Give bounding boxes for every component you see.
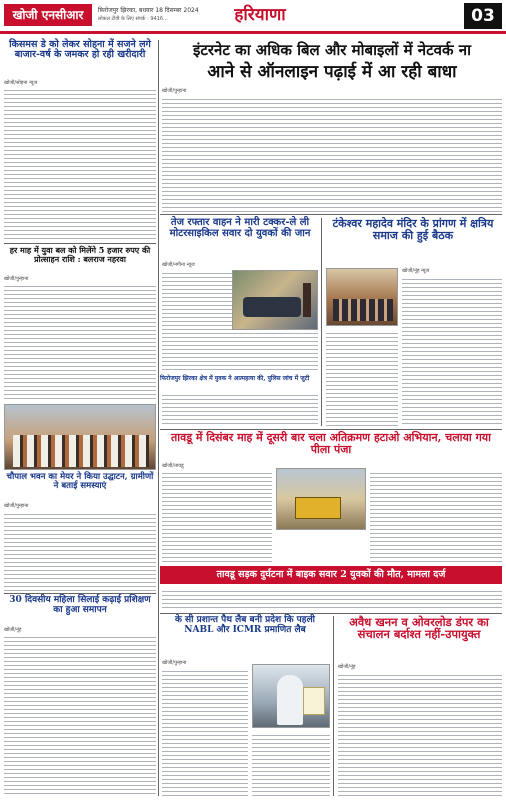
main-headline-line-2: आने से ऑनलाइन पढ़ाई में आ रही बाधा — [207, 62, 457, 82]
temple-byline: खोजी/नूंह न्यूज — [402, 268, 430, 274]
tavdu-body-right — [370, 470, 502, 562]
column-rule-left — [158, 40, 159, 796]
horizontal-rule-2 — [160, 429, 502, 430]
section-title: हरियाणा — [234, 5, 286, 25]
red-strip — [160, 566, 502, 584]
main-headline-line-1: इंटरनेट का अधिक बिल और मोबाइलों में नेटवर्क ना — [193, 41, 471, 59]
tavdu-photo — [276, 468, 366, 530]
horizontal-rule-left-2 — [4, 593, 156, 594]
yoga-body — [4, 283, 156, 401]
tavdu-byline: खोजी/तावडू — [162, 463, 184, 469]
yoga-headline: हर माह में युवा बल को मिलेंगे 5 हजार रुपए की प्रोत्साहन राशि : बलराज नहरवा — [9, 245, 151, 264]
shiksha-headline: फिरोजपुर झिरका क्षेत्र में युवक ने आत्महत्या की, पुलिस जांच में जुटी — [160, 375, 310, 382]
nabl-headline: के सी प्रशान्त पैथ लैब बनी प्रदेश कि पहली NABL और ICMR प्रमाणित लैब — [174, 615, 316, 635]
horizontal-rule-1 — [160, 214, 502, 215]
yoga-byline: खोजी/पुन्हाना — [4, 276, 29, 282]
chaupal-body — [4, 511, 156, 591]
column-rule-bottom — [333, 616, 334, 796]
page-number: 03 — [464, 3, 502, 29]
accident-headline: तेज रफ्तार वाहन ने मारी टक्कर-ले ली मोटरसाइकिल सवार दो युवकों की जान — [169, 217, 311, 239]
chaupal-photo — [4, 404, 156, 470]
camp-body — [4, 634, 156, 796]
shiksha-body — [162, 392, 318, 426]
date-line: फ़िरोजपुर झिरका, बधवार 18 दिसम्बर 2024 — [98, 7, 199, 14]
nabl-body — [162, 668, 248, 796]
mining-body — [338, 672, 502, 796]
camp-headline: 30 दिवसीय महिला सिलाई कढ़ाई प्रशिक्षण का हुआ समापन — [9, 595, 151, 615]
doctor-shape — [277, 675, 303, 725]
horizontal-rule-left-1 — [4, 243, 156, 244]
main-byline: खोजी/पुन्हाना — [162, 88, 187, 94]
vehicle-shape — [243, 297, 301, 317]
chaupal-headline: चौपाल भवन का मेयर ने किया उद्घाटन, ग्रामीणों ने बताई समस्याएं — [6, 472, 154, 492]
nabl-photo — [252, 664, 330, 728]
horizontal-rule-3 — [160, 613, 502, 614]
temple-body-lower — [326, 330, 398, 426]
group-people-shape — [13, 435, 149, 467]
bystander-shape — [303, 283, 311, 317]
tavdu-body — [162, 470, 272, 562]
left-top-body — [4, 87, 156, 242]
red-strip-headline: तावडू सड़क दुर्घटना में बाइक सवार 2 युवकों की मौत, मामला दर्ज — [216, 569, 446, 580]
accident-byline: खोजी/नगीना न्यूज — [162, 262, 195, 268]
temple-photo — [326, 268, 398, 326]
tavdu-headline: तावडू में दिसंबर माह में दूसरी बार चला अतिक्रमण हटाओ अभियान, चलाया गया पीला पंजा — [170, 431, 492, 456]
mining-headline: अवैध खनन व ओवरलोड डंपर का संचालन बर्दाश्त नहीं-उपायुक्त — [349, 615, 489, 642]
sub-line: लोकल टीवी के लिए संपर्क : 9416... — [98, 16, 168, 22]
brand-logo: खोजी एनसीआर — [4, 4, 92, 26]
certificate-shape — [303, 687, 325, 715]
mining-byline: खोजी/नूंह — [338, 664, 356, 670]
column-rule-center — [321, 218, 322, 426]
masthead — [0, 0, 506, 34]
accident-photo — [232, 270, 318, 330]
bulldozer-shape — [295, 497, 341, 519]
red-strip-body — [162, 588, 502, 610]
chaupal-byline: खोजी/पुन्हाना — [4, 503, 29, 509]
left-top-headline: किसमस डे को लेकर सोहना में सजने लगे बाजार-वर्ष के जमकर हो रही खरीदारी — [9, 39, 151, 61]
nabl-byline: खोजी/पुन्हाना — [162, 660, 187, 666]
camp-byline: खोजी/नूंह — [4, 627, 22, 633]
main-headline — [160, 40, 504, 84]
temple-crowd-shape — [333, 299, 393, 321]
main-body-text — [162, 96, 502, 214]
left-top-byline: खोजी/सोहना न्यूज — [4, 80, 38, 86]
temple-headline: टंकेश्वर महादेव मंदिर के प्रांगण में क्षत्रिय समाज की हुई बैठक — [332, 217, 494, 242]
nabl-body-lower — [252, 732, 330, 796]
temple-body — [402, 276, 502, 426]
